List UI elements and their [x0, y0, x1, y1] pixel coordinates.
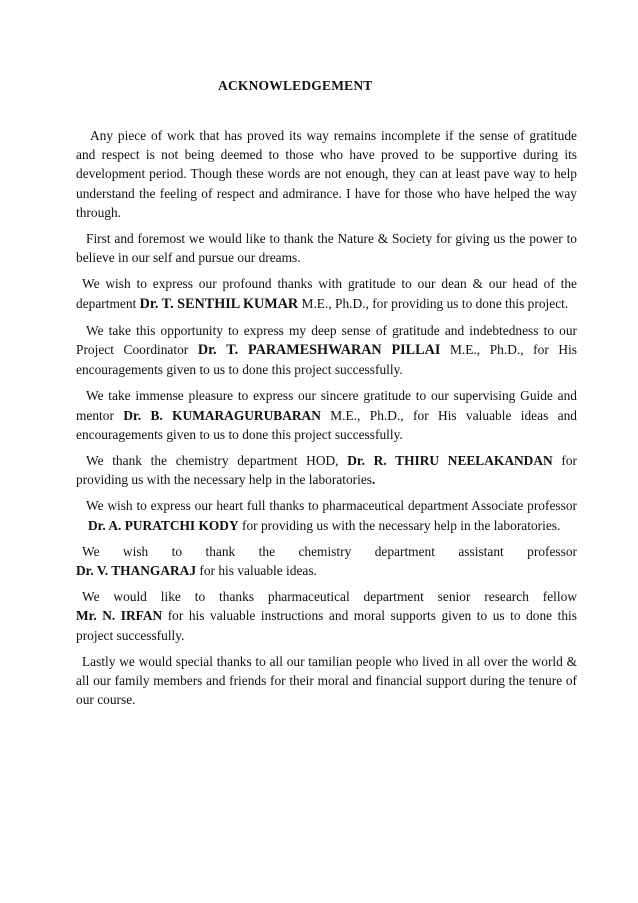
paragraph-associate-text: We wish to express our heart full thanks to pharmaceutical department Associate professor	[86, 498, 577, 514]
acknowledgement-body	[76, 126, 577, 716]
paragraph-fellow	[76, 587, 577, 645]
paragraph-coordinator-end: M.E., Ph.D., for His encouragements given to us to done this project successfully.	[76, 342, 578, 378]
paragraph-coordinator-text: We take this opportunity to express my deep sense of gratitude and indebtedness to our Project Coordinator	[76, 322, 577, 358]
guide-name: Dr. B. KUMARAGURUBARAN	[123, 407, 321, 423]
paragraph-hod	[76, 451, 577, 489]
paragraph-associate-end: for providing us with the necessary help in the laboratories.	[238, 517, 561, 533]
paragraph-intro: Any piece of work that has proved its way remains incomplete if the sense of gratitude and respect is not being deemed to those who have proved to be supportive during its development period. Though these words are not enough, they can at least pave way to help understand the feeling of respect and admirance. I have for those who have helped the way through.	[76, 128, 577, 220]
page-title: ACKNOWLEDGEMENT	[218, 78, 373, 93]
paragraph-assistant-text: We wish to thank the chemistry department assistant professor	[82, 543, 577, 559]
coordinator-name: Dr. T. PARAMESHWARAN PILLAI	[197, 342, 441, 359]
paragraph-assistant	[76, 542, 577, 580]
paragraph-hod-text: We thank the chemistry department HOD,	[86, 453, 348, 469]
paragraph-associate	[76, 496, 577, 534]
fellow-name: Mr. N. IRFAN	[76, 608, 163, 624]
paragraph-fellow-end: for his valuable instructions and moral supports given to us to done this project successfully.	[76, 608, 577, 643]
paragraph-guide-text: We take immense pleasure to express our sincere gratitude to our supervising Guide and mentor	[76, 388, 577, 423]
paragraph-dean-text: We wish to express our profound thanks with gratitude to our dean & our head of the department	[76, 276, 577, 311]
associate-name: Dr. A. PURATCHI KODY	[88, 517, 239, 533]
paragraph-hod-end: for providing us with the necessary help in the laboratories	[76, 453, 577, 488]
paragraph-hod-period: .	[372, 472, 376, 488]
paragraph-assistant-end: for his valuable ideas.	[196, 563, 317, 579]
assistant-name: Dr. V. THANGARAJ	[76, 563, 197, 579]
hod-name: Dr. R. THIRU NEELAKANDAN	[347, 453, 553, 469]
paragraph-nature: First and foremost we would like to thank the Nature & Society for giving us the power to believe in our self and pursue our dreams.	[76, 231, 577, 266]
paragraph-guide	[76, 386, 577, 444]
paragraph-fellow-text: We would like to thanks pharmaceutical department senior research fellow	[82, 589, 577, 605]
paragraph-guide-end: M.E., Ph.D., for His valuable ideas and encouragements given to us to done this project successfully.	[76, 407, 578, 442]
dean-name: Dr. T. SENTHIL KUMAR	[139, 295, 299, 312]
paragraph-closing: Lastly we would special thanks to all our tamilian people who lived in all over the world & all our family members and friends for their moral and financial support during the tenure of our course.	[76, 653, 577, 708]
paragraph-dean	[76, 274, 577, 313]
paragraph-coordinator	[76, 321, 577, 380]
paragraph-dean-end: M.E., Ph.D., for providing us to done this project.	[298, 295, 569, 311]
